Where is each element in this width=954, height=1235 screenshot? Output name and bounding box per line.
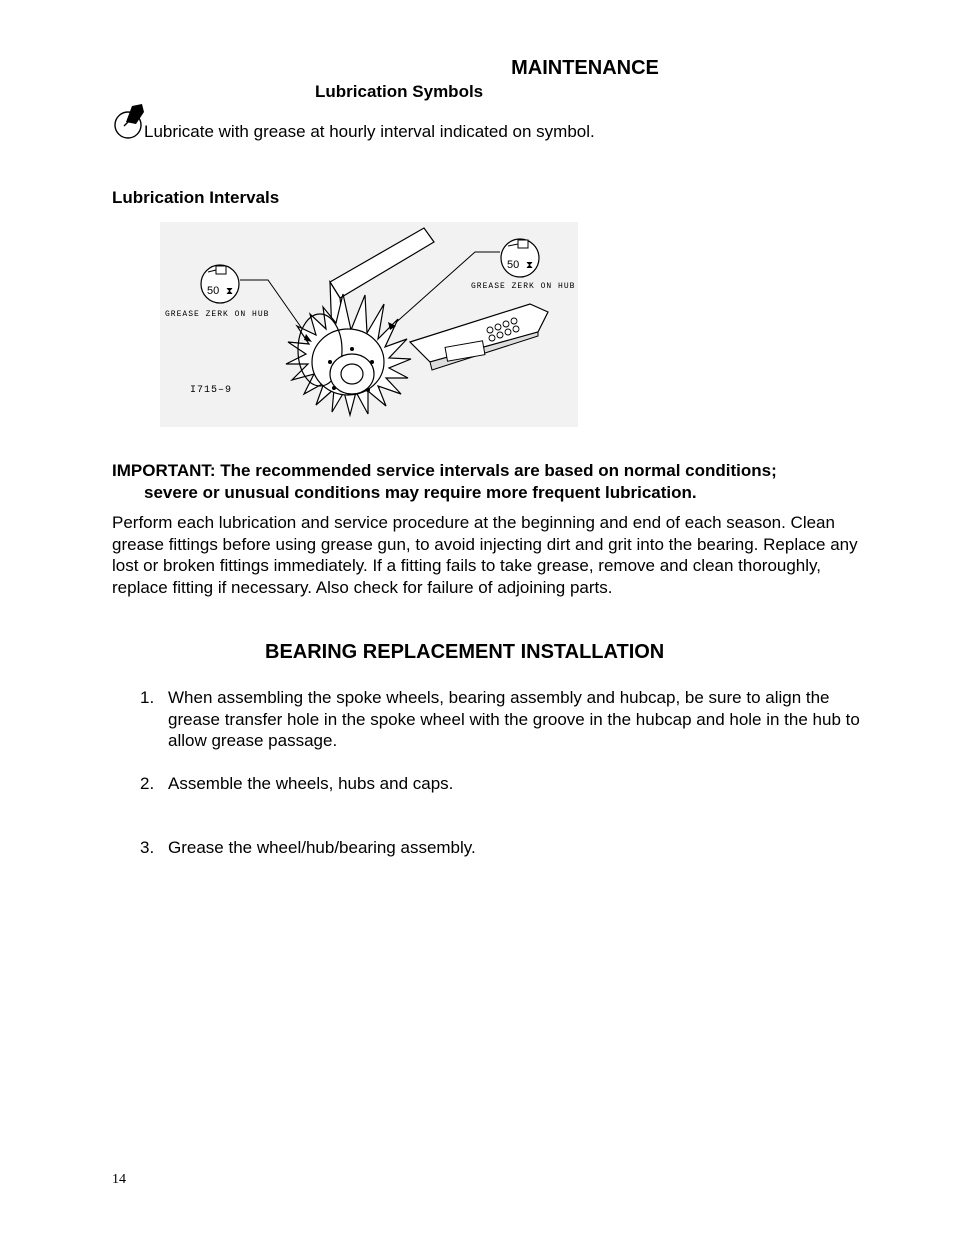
list-item [140, 837, 860, 859]
step-number: 2. [140, 774, 155, 793]
service-procedure-paragraph: Perform each lubrication and service procedure at the beginning and end of each season. Clean grease fittings before using grease gun, to avoid injecting dirt and grit into the bearing. Replace any lost or broken fittings immediately. If a fitting fails to take grease, remove and clean thoroughly, replace fitting if necessary. Also check for failure of adjoining parts. [112, 513, 858, 597]
lubrication-symbols-heading: Lubrication Symbols [315, 82, 484, 101]
lubrication-symbol-description: Lubricate with grease at hourly interval indicated on symbol. [144, 122, 595, 141]
step-number: 1. [140, 688, 155, 707]
left-zerk-label: GREASE ZERK ON HUB [165, 310, 270, 319]
step-text: When assembling the spoke wheels, bearing assembly and hubcap, be sure to align the grease transfer hole in the spoke wheel with the groove in the hubcap and hole in the hub to allow grease passage. [168, 688, 860, 751]
svg-text:⧗: ⧗ [526, 260, 534, 271]
figure-id: I715–9 [190, 385, 233, 396]
bearing-section-heading: BEARING REPLACEMENT INSTALLATION [265, 641, 665, 663]
left-interval-value: 50 [207, 285, 220, 297]
svg-text:⧗: ⧗ [226, 286, 234, 297]
spoke-wheel-lubrication-diagram [160, 222, 578, 427]
right-zerk-label: GREASE ZERK ON HUB [471, 282, 576, 291]
page-title: MAINTENANCE [511, 57, 659, 79]
important-line-1: IMPORTANT: The recommended service intervals are based on normal conditions; [112, 461, 777, 480]
left-grease-interval-symbol [201, 265, 239, 303]
important-notice [112, 460, 872, 504]
important-line-2: severe or unusual conditions may require more frequent lubrication. [144, 483, 697, 502]
grease-gun-icon [112, 100, 148, 140]
step-text: Grease the wheel/hub/bearing assembly. [168, 838, 476, 857]
list-item [140, 773, 860, 795]
step-number: 3. [140, 838, 155, 857]
list-item [140, 687, 860, 752]
page-number: 14 [112, 1172, 126, 1187]
right-interval-value: 50 [507, 259, 520, 271]
right-grease-interval-symbol [501, 239, 539, 277]
lubrication-intervals-heading: Lubrication Intervals [112, 188, 280, 207]
step-text: Assemble the wheels, hubs and caps. [168, 774, 454, 793]
